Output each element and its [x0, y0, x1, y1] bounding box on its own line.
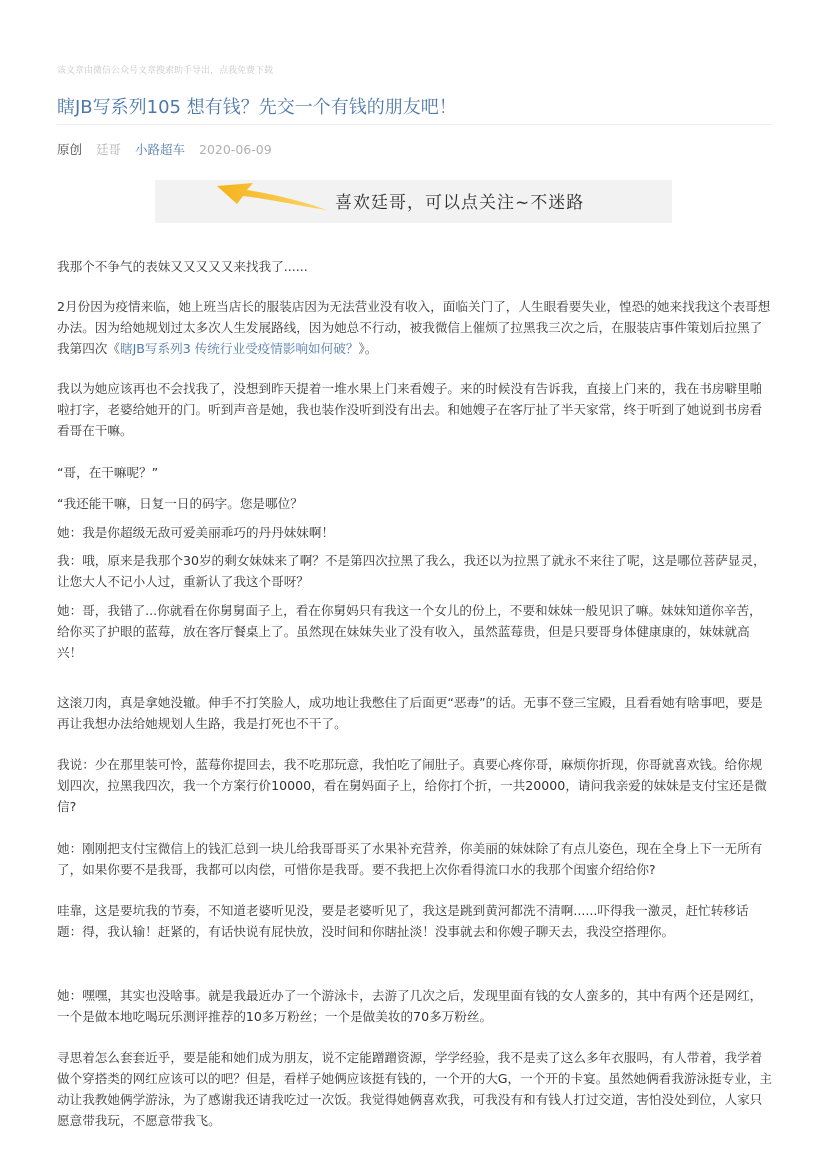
paragraph: 这滚刀肉，真是拿她没辙。伸手不打笑脸人，成功地让我憋住了后面更“恶毒”的话。无事不登三宝殿，且看看她有啥事吧，要是再让我想办法给她规划人生路，我是打死也不干了。 — [57, 695, 763, 731]
publish-date: 2020-06-09 — [199, 142, 272, 157]
paragraph-text: 2月份因为疫情来临，她上班当店长的服装店因为无法营业没有收入，面临关门了，人生眼看要失业，惶恐的她来找我这个表哥想办法。因为给她规划过太多次人生发展路线，因为她总不行动，被我微信上催烦了拉黑我三次之后，在服装店事件策划后拉黑了我第四次《 — [57, 299, 771, 356]
paragraph: 我：哦，原来是我那个30岁的剩女妹妹来了啊？不是第四次拉黑了我么，我还以为拉黑了就永不来往了呢，这是哪位菩萨显灵，让您大人不记小人过，重新认了我这个哥呀？ — [57, 553, 766, 589]
paragraph: 我说：少在那里装可怜，蓝莓你提回去，我不吃那玩意，我怕吃了闹肚子。真要心疼你哥，麻烦你折现，你哥就喜欢钱。给你规划四次，拉黑我四次，我一个方案行价10000，看在舅妈面子上，给你打个折，一共20000，请问我亲爱的妹妹是支付宝还是微信? — [57, 757, 767, 814]
banner-text: 喜欢廷哥，可以点关注~不迷路 — [335, 193, 585, 213]
paragraph: “我还能干嘛，日复一日的码字。您是哪位？ — [57, 496, 303, 511]
article-meta — [57, 140, 282, 158]
paragraph-suffix: 》。 — [358, 341, 378, 356]
paragraph: 哇靠，这是要坑我的节奏，不知道老婆听见没，要是老婆听见了，我这是跳到黄河都洗不清啊......吓得我一激灵，赶忙转移话题：得，我认输！赶紧的，有话快说有屁快放，没时间和你瞎扯淡！没事就去和你嫂子聊天去，我没空搭理你。 — [57, 903, 749, 939]
paragraph: 她：刚刚把支付宝微信上的钱汇总到一块儿给我哥哥买了水果补充营养，你美丽的妹妹除了有点儿姿色，现在全身上下一无所有了，如果你要不是我哥，我都可以肉偿，可惜你是我哥。要不我把上次你看得流口水的我那个闺蜜介绍给你? — [57, 841, 763, 877]
account-link[interactable]: 小路超车 — [135, 142, 186, 157]
paragraph: 我以为她应该再也不会找我了，没想到昨天提着一堆水果上门来看嫂子。来的时候没有告诉我，直接上门来的，我在书房噼里啪啦打字，老婆给她开的门。听到声音是她，我也装作没听到没有出去。和她嫂子在客厅扯了半天家常，终于听到了她说到书房看看哥在干嘛。 — [57, 381, 763, 438]
paragraph: 寻思着怎么套套近乎，要是能和她们成为朋友，说不定能蹭蹭资源，学学经验，我不是卖了这么多年衣服吗，有人带着，我学着做个穿搭类的网红应该可以的吧？但是，看样子她俩应该挺有钱的，一个开的大G，一个开的卡宴。虽然她俩看我游泳挺专业，主动让我教她俩学游泳，为了感谢我还请我吃过一次饭。我觉得她俩喜欢我，可我没有和有钱人打过交道，害怕没处到位，人家只愿意带我玩，不愿意带我飞。 — [57, 1050, 773, 1128]
article-title: 瞎JB写系列105 想有钱？先交一个有钱的朋友吧！ — [57, 97, 457, 118]
paragraph: 她：我是你超级无敌可爱美丽乖巧的丹丹妹妹啊！ — [57, 525, 335, 540]
series-article-link[interactable]: 瞎JB写系列3 传统行业受疫情影响如何破？ — [119, 341, 359, 356]
paragraph: 她：嘿嘿，其实也没啥事。就是我最近办了一个游泳卡，去游了几次之后，发现里面有钱的女人蛮多的，其中有两个还是网红，一个是做本地吃喝玩乐测评推荐的10多万粉丝；一个是做美妆的70多万粉丝。 — [57, 988, 763, 1024]
author-name: 廷哥 — [96, 142, 122, 157]
title-divider — [57, 124, 772, 125]
paragraph: “哥，在干嘛呢？” — [57, 465, 159, 480]
paragraph — [57, 296, 772, 359]
export-notice[interactable]: 该文章由微信公众号文章搜索助手导出，点我免费下载 — [57, 66, 274, 76]
follow-banner — [155, 180, 672, 223]
paragraph: 我那个不争气的表妹又又又又又来找我了...... — [57, 259, 308, 274]
paragraph: 她：哥，我错了...你就看在你舅舅面子上，看在你舅妈只有我这一个女儿的份上，不要和妹妹一般见识了嘛。妹妹知道你辛苦，给你买了护眼的蓝莓，放在客厅餐桌上了。虽然现在妹妹失业了没有收入，虽然蓝莓贵，但是只要哥身体健康康的，妹妹就高兴！ — [57, 603, 762, 660]
original-label: 原创 — [57, 142, 83, 157]
